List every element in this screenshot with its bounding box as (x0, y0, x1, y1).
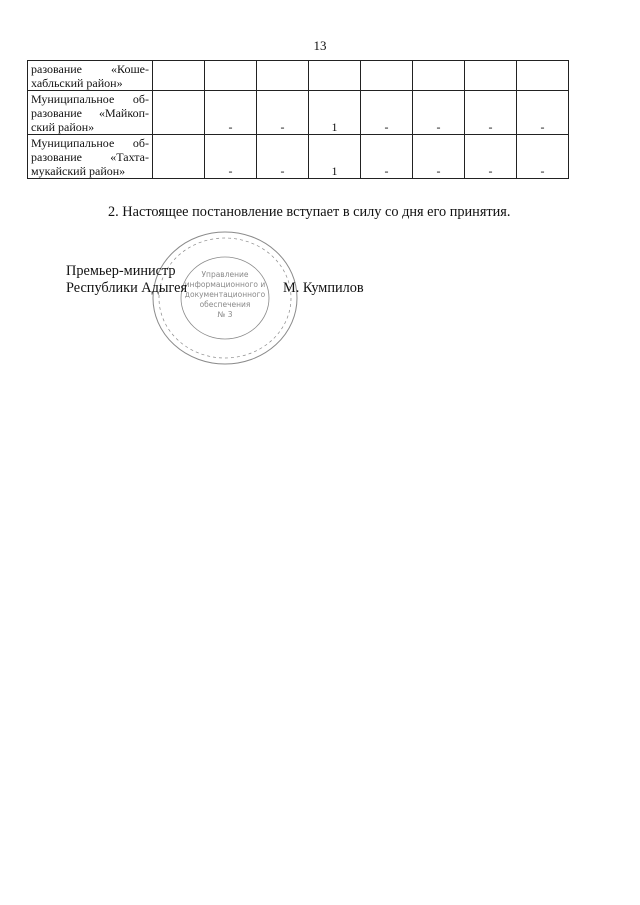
stamp-line: обеспечения (199, 300, 251, 309)
signature-name: М. Кумпилов (283, 280, 364, 296)
cell-line: Муниципальное об- (31, 92, 149, 106)
table-row (28, 61, 569, 91)
value-cell: - (517, 91, 569, 135)
value-cell (153, 61, 205, 91)
table-row (28, 91, 569, 135)
stamp-line: информационного и (184, 280, 266, 289)
table-row (28, 135, 569, 179)
value-cell: - (465, 135, 517, 179)
cell-line: разование «Майкоп- (31, 106, 149, 120)
value-cell (413, 61, 465, 91)
value-cell: - (205, 135, 257, 179)
value-cell (205, 61, 257, 91)
value-cell: 1 (309, 135, 361, 179)
cell-line: Муниципальное об- (31, 136, 149, 150)
cell-line: разование «Коше- (31, 62, 149, 76)
page-number: 13 (313, 38, 327, 53)
value-cell: - (361, 135, 413, 179)
value-cell: - (257, 135, 309, 179)
value-cell (257, 61, 309, 91)
signature-position-line1: Премьер-министр (66, 263, 176, 279)
value-cell: - (413, 91, 465, 135)
value-cell (465, 61, 517, 91)
value-cell (153, 91, 205, 135)
municipality-cell (28, 91, 153, 135)
value-cell: - (413, 135, 465, 179)
value-cell (517, 61, 569, 91)
cell-line: хабльский район» (31, 76, 123, 90)
value-cell: - (465, 91, 517, 135)
resolution-paragraph: 2. Настоящее постановление вступает в силу со дня его принятия. (108, 204, 511, 220)
data-table (27, 60, 569, 179)
value-cell: - (517, 135, 569, 179)
value-cell (361, 61, 413, 91)
cell-line: ский район» (31, 120, 95, 134)
cell-line: разование «Тахта- (31, 150, 149, 164)
stamp-seal (150, 228, 300, 368)
signature-position-line2: Республики Адыгея (66, 280, 188, 296)
stamp-line: № 3 (217, 310, 233, 319)
stamp-line: Управление (201, 270, 249, 279)
value-cell (309, 61, 361, 91)
value-cell: - (205, 91, 257, 135)
value-cell: 1 (309, 91, 361, 135)
municipality-cell (28, 135, 153, 179)
value-cell: - (257, 91, 309, 135)
value-cell: - (361, 91, 413, 135)
value-cell (153, 135, 205, 179)
stamp-line: документационного (184, 290, 266, 299)
municipality-cell (28, 61, 153, 91)
cell-line: мукайский район» (31, 164, 126, 178)
